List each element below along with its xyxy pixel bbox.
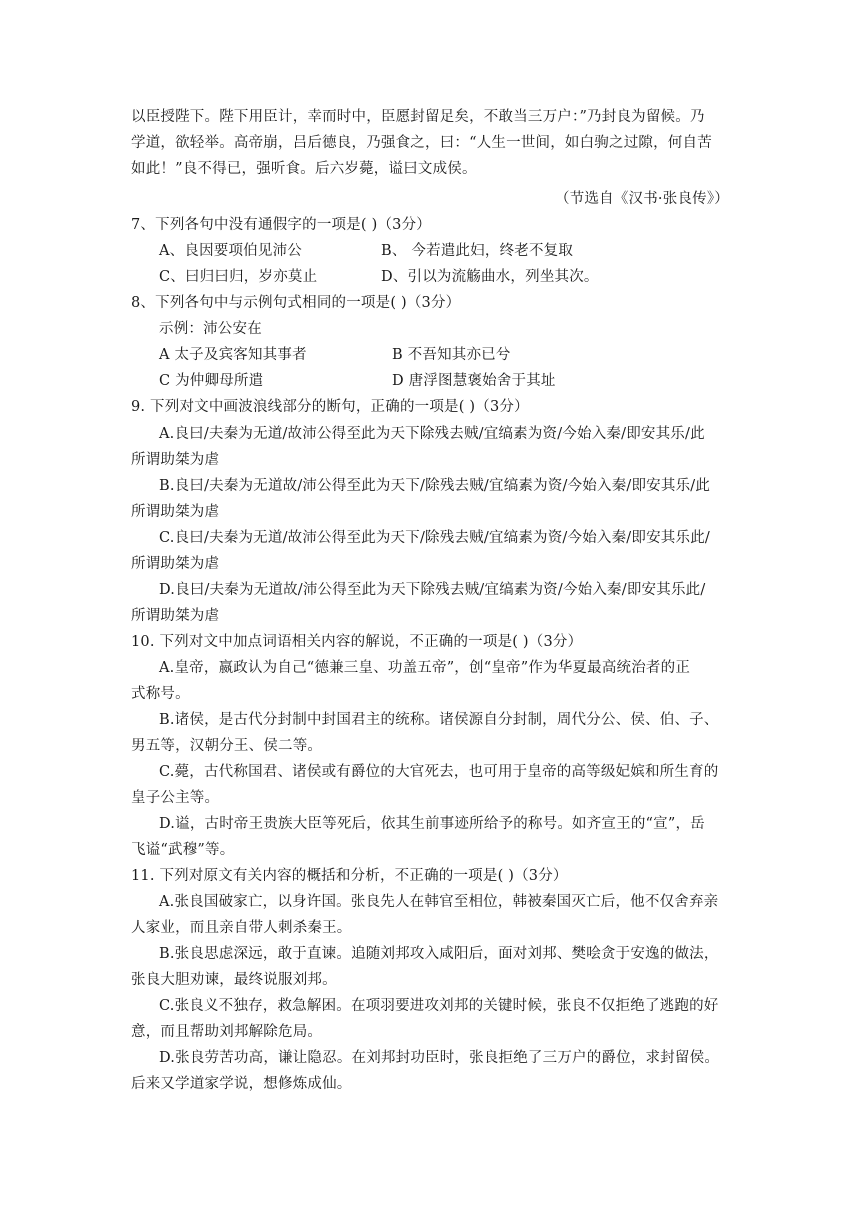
q11-option-c-cont: 意，而且帮助刘邦解除危局。 (131, 1024, 323, 1040)
q10-option-d-cont: 飞谥“武穆”等。 (131, 842, 235, 858)
q10-option-a-cont: 式称号。 (131, 686, 190, 702)
q11-option-a: A.张良国破家亡，以身许国。张良先人在韩官至相位，韩被秦国灭亡后，他不仅舍弃亲 (159, 894, 719, 910)
q11-option-d: D.张良劳苦功高，谦让隐忍。在刘邦封功臣时，张良拒绝了三万户的爵位，求封留侯。 (159, 1050, 720, 1066)
q9-option-d: D.良曰/夫秦为无道故/沛公得至此为天下除残去贼/宜缟素为资/今始入秦/即安其乐此/ (159, 582, 706, 598)
q8-example: 示例：沛公安在 (159, 321, 262, 337)
q10-option-c-cont: 皇子公主等。 (131, 790, 220, 806)
q10-option-b-cont: 男五等，汉朝分王、侯二等。 (131, 738, 323, 754)
q11-option-a-cont: 人家业，而且亲自带人刺杀秦王。 (131, 920, 352, 936)
q10-option-b: B.诸侯，是古代分封制中封国君主的统称。诸侯源自分封制，周代分公、侯、伯、子、 (159, 712, 719, 728)
q8-option-a: A 太子及宾客知其事者 (159, 347, 307, 363)
q8-option-b: B 不吾知其亦已兮 (392, 347, 511, 363)
q10-stem: 10. 下列对文中加点词语相关内容的解说，不正确的一项是( )（3分） (131, 634, 583, 650)
q9-option-b-cont: 所谓助桀为虐 (131, 504, 220, 520)
q9-option-b: B.良曰/夫秦为无道故/沛公得至此为天下/除残去贼/宜缟素为资/今始入秦/即安其乐/此 (159, 478, 711, 494)
q11-option-b: B.张良思虑深远，敢于直谏。追随刘邦攻入咸阳后，面对刘邦、樊哙贪于安逸的做法， (159, 946, 719, 962)
q7-option-d: D、引以为流觞曲水，列坐其次。 (381, 269, 599, 285)
q9-option-a-cont: 所谓助桀为虐 (131, 452, 220, 468)
q7-option-a: A、良因要项伯见沛公 (159, 243, 302, 259)
q9-stem: 9. 下列对文中画波浪线部分的断句，正确的一项是( )（3分） (131, 399, 529, 415)
source-citation: （节选自《汉书·张良传》） (555, 191, 729, 207)
q10-option-a: A.皇帝，嬴政认为自己“德兼三皇、功盖五帝”，创“皇帝”作为华夏最高统治者的正 (159, 660, 691, 676)
q11-option-c: C.张良义不独存，救急解困。在项羽要进攻刘邦的关键时候，张良不仅拒绝了逃跑的好 (159, 998, 719, 1014)
q7-option-b: B、 今若遣此妇，终老不复取 (381, 243, 574, 259)
q9-option-c: C.良曰/夫秦为无道/故沛公得至此为天下/除残去贼/宜缟素为资/今始入秦/即安其乐此/ (159, 530, 710, 546)
passage-line-1: 以臣授陛下。陛下用臣计，幸而时中，臣愿封留足矣，不敢当三万户：”乃封良为留候。乃 (131, 109, 705, 125)
q9-option-c-cont: 所谓助桀为虐 (131, 556, 220, 572)
q8-option-c: C 为仲卿母所遣 (159, 373, 264, 389)
q10-option-c: C.薨，古代称国君、诸侯或有爵位的大官死去，也可用于皇帝的高等级妃嫔和所生育的 (159, 764, 719, 780)
q8-stem: 8、下列各句中与示例句式相同的一项是( )（3分） (131, 295, 461, 311)
q11-option-d-cont: 后来又学道家学说，想修炼成仙。 (131, 1076, 352, 1092)
q9-option-a: A.良曰/夫秦为无道/故沛公得至此为天下除残去贼/宜缟素为资/今始入秦/即安其乐/此 (159, 426, 705, 442)
q7-stem: 7、下列各句中没有通假字的一项是( )（3分） (131, 217, 431, 233)
q7-option-c: C、曰归曰归，岁亦莫止 (159, 269, 318, 285)
q9-option-d-cont: 所谓助桀为虐 (131, 608, 220, 624)
q11-stem: 11. 下列对原文有关内容的概括和分析，不正确的一项是( )（3分） (131, 868, 568, 884)
q11-option-b-cont: 张良大胆劝谏，最终说服刘邦。 (131, 972, 337, 988)
q8-option-d: D 唐浮图慧褒始舍于其址 (392, 373, 556, 389)
passage-line-3: 如此！”良不得已，强听食。后六岁薨，谥曰文成侯。 (131, 161, 477, 177)
passage-line-2: 学道，欲轻举。高帝崩，吕后德良，乃强食之，曰：“人生一世间，如白驹之过隙，何自苦 (131, 135, 712, 151)
q10-option-d: D.谥，古时帝王贵族大臣等死后，依其生前事迹所给予的称号。如齐宣王的“宣”，岳 (159, 816, 705, 832)
